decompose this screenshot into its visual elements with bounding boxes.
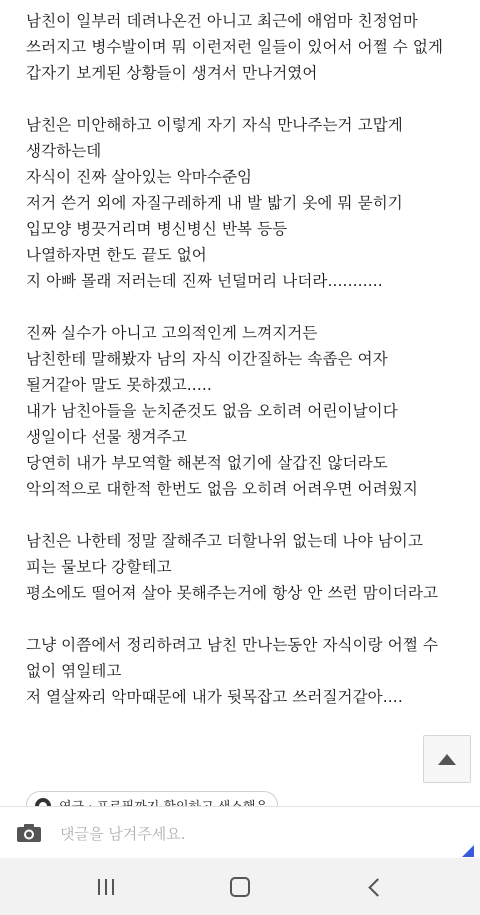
text-line: 없이 엮일테고 <box>26 662 122 680</box>
text-line: 쓰러지고 병수발이며 뭐 이런저런 일들이 있어서 어쩔 수 없게 <box>26 38 444 56</box>
text-line: 그냥 이쯤에서 정리하려고 남친 만나는동안 자식이랑 어쩔 수 <box>26 636 439 654</box>
text-line: 내가 남친아들을 눈치준것도 없음 오히려 어린이날이다 <box>26 402 398 420</box>
text-line: 평소에도 떨어져 살아 못해주는거에 항상 안 쓰런 맘이더라고 <box>26 584 439 602</box>
comment-bar <box>0 806 480 859</box>
text-line: 진짜 실수가 아니고 고의적인게 느껴지거든 <box>26 324 318 342</box>
system-navigation-bar <box>0 858 480 915</box>
paragraph-2 <box>26 112 474 294</box>
text-line: 생일이다 선물 챙겨주고 <box>26 428 187 446</box>
text-line: 될거같아 말도 못하겠고..... <box>26 376 212 394</box>
back-button[interactable] <box>354 872 394 902</box>
post-body <box>26 8 474 736</box>
text-line: 피는 물보다 강할테고 <box>26 558 172 576</box>
text-line: 남친은 미안해하고 이렇게 자기 자식 만나주는거 고맙게 <box>26 116 403 134</box>
text-line: 나열하자면 한도 끝도 없어 <box>26 246 207 264</box>
text-line: 당연히 내가 부모역할 해본적 없기에 살갑진 않더라도 <box>26 454 388 472</box>
camera-icon[interactable] <box>16 823 42 843</box>
comment-input[interactable] <box>58 819 452 849</box>
text-line: 입모양 병끗거리며 병신병신 반복 등등 <box>26 220 288 238</box>
paragraph-1 <box>26 8 474 86</box>
send-icon[interactable] <box>462 845 474 857</box>
home-icon <box>230 877 250 897</box>
text-line: 남친이 일부러 데려나온건 아니고 최근에 애엄마 친정엄마 <box>26 12 418 30</box>
recents-button[interactable] <box>86 872 126 902</box>
paragraph-4 <box>26 528 474 606</box>
text-line: 저 열살짜리 악마때문에 내가 뒷목잡고 쓰러질거같아.... <box>26 688 403 706</box>
triangle-up-icon <box>438 754 456 765</box>
text-line: 남친한테 말해봤자 남의 자식 이간질하는 속좁은 여자 <box>26 350 388 368</box>
text-line: 자식이 진짜 살아있는 악마수준임 <box>26 168 253 186</box>
text-line: 지 아빠 몰래 저러는데 진짜 넌덜머리 나더라........... <box>26 272 383 290</box>
text-line: 갑자기 보게된 상황들이 생겨서 만나거였어 <box>26 64 318 82</box>
scroll-to-top-button[interactable] <box>423 735 471 783</box>
back-icon <box>368 878 386 896</box>
text-line: 저거 쓴거 외에 자질구레하게 내 발 밟기 옷에 뭐 묻히기 <box>26 194 403 212</box>
home-button[interactable] <box>220 872 260 902</box>
text-line: 악의적으로 대한적 한번도 없음 오히려 어려우면 어려웠지 <box>26 480 418 498</box>
text-line: 남친은 나한테 정말 잘해주고 더할나위 없는데 나야 남이고 <box>26 532 423 550</box>
recents-icon <box>98 879 114 895</box>
paragraph-3 <box>26 320 474 502</box>
text-line: 생각하는데 <box>26 142 102 160</box>
paragraph-5 <box>26 632 474 710</box>
